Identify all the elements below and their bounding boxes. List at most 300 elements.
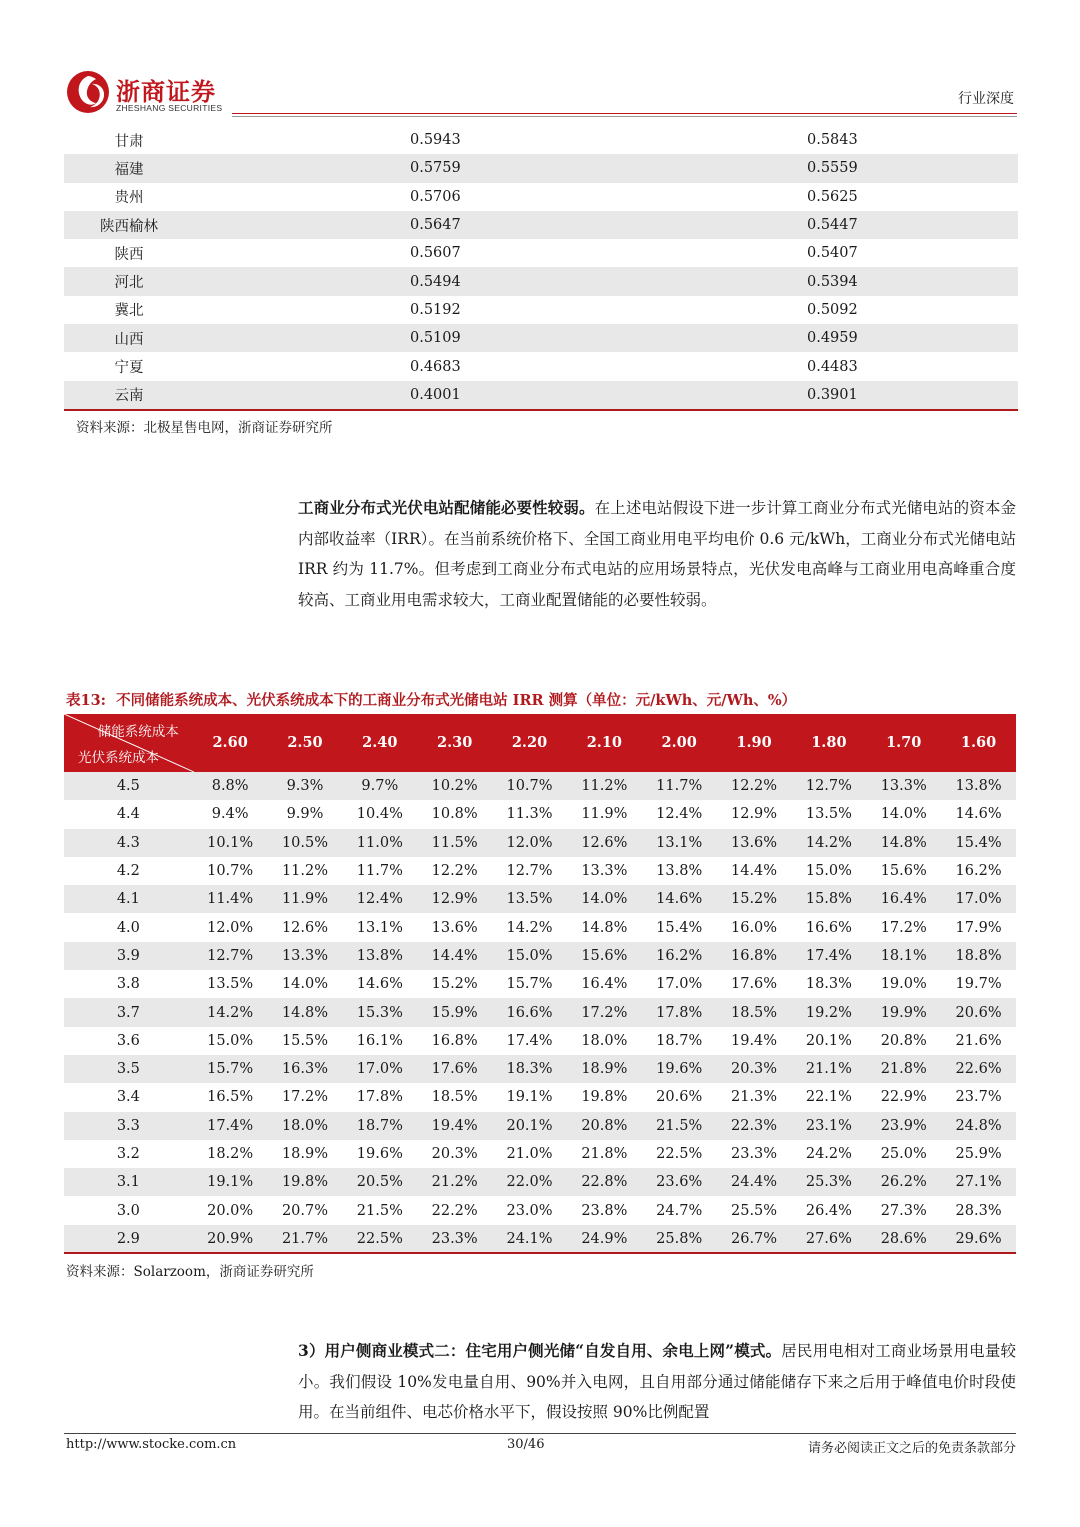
- corner-header-pv: 光伏系统成本: [78, 750, 159, 766]
- irr-cell: 11.9%: [581, 806, 628, 823]
- irr-cell: 21.5%: [656, 1117, 703, 1134]
- irr-cell: 18.9%: [581, 1061, 628, 1078]
- table-row: [64, 154, 1018, 182]
- irr-cell: 13.8%: [955, 778, 1002, 795]
- irr-cell: 12.7%: [207, 947, 254, 964]
- province-name: 甘肃: [114, 133, 144, 150]
- irr-cell: 25.0%: [880, 1146, 927, 1162]
- province-price-table: [64, 126, 1018, 409]
- table-row: [64, 1112, 1016, 1140]
- irr-cell: 20.0%: [207, 1202, 254, 1219]
- irr-cell: 11.5%: [431, 834, 478, 851]
- table-row: [64, 829, 1016, 857]
- table-row: [64, 126, 1018, 154]
- irr-cell: 14.4%: [431, 947, 478, 964]
- irr-cell: 22.9%: [880, 1089, 927, 1106]
- irr-cell: 15.6%: [581, 947, 628, 964]
- irr-cell: 27.3%: [880, 1202, 927, 1219]
- irr-cell: 21.0%: [506, 1146, 553, 1162]
- province-name: 贵州: [114, 190, 144, 207]
- irr-cell: 12.7%: [805, 778, 852, 795]
- irr-cell: 19.8%: [581, 1089, 628, 1106]
- row-header-pv-cost: 3.2: [116, 1146, 140, 1162]
- irr-cell: 28.3%: [955, 1202, 1002, 1219]
- table-body: [64, 772, 1016, 1253]
- province-name: 冀北: [114, 303, 144, 320]
- irr-cell: 12.7%: [506, 863, 553, 880]
- table-header-row: [64, 714, 1016, 772]
- footer-divider: [64, 1433, 1016, 1434]
- irr-cell: 19.8%: [281, 1174, 329, 1191]
- irr-cell: 13.8%: [656, 863, 703, 880]
- irr-cell: 24.1%: [506, 1230, 553, 1247]
- irr-cell: 16.4%: [581, 976, 628, 993]
- irr-cell: 10.5%: [281, 834, 329, 851]
- irr-cell: 23.6%: [656, 1174, 703, 1191]
- irr-cell: 12.9%: [731, 806, 778, 823]
- irr-cell: 18.7%: [356, 1117, 403, 1134]
- price-value-2: 0.5447: [807, 217, 858, 234]
- irr-cell: 17.0%: [955, 891, 1002, 908]
- irr-cell: 19.0%: [880, 976, 927, 993]
- table-source-note: 资料来源：Solarzoom，浙商证券研究所: [66, 1264, 314, 1280]
- irr-cell: 13.1%: [656, 834, 703, 851]
- irr-cell: 26.2%: [880, 1174, 927, 1191]
- irr-cell: 14.2%: [207, 1004, 254, 1021]
- irr-cell: 15.5%: [281, 1032, 329, 1049]
- irr-cell: 21.8%: [880, 1061, 927, 1078]
- irr-cell: 20.6%: [656, 1089, 703, 1106]
- column-header-storage-cost: 1.80: [811, 734, 847, 751]
- irr-cell: 14.8%: [880, 834, 927, 851]
- row-header-pv-cost: 4.4: [116, 806, 140, 823]
- irr-cell: 22.5%: [656, 1146, 703, 1162]
- irr-cell: 12.6%: [281, 919, 329, 936]
- paragraph-lead: 工商业分布式光伏电站配储能必要性较弱。: [298, 498, 595, 517]
- irr-cell: 13.3%: [581, 863, 628, 880]
- price-value-2: 0.5625: [807, 188, 858, 205]
- irr-cell: 22.0%: [506, 1174, 553, 1191]
- price-value-1: 0.5494: [410, 273, 461, 290]
- row-header-pv-cost: 4.2: [116, 863, 140, 880]
- irr-cell: 10.1%: [207, 834, 254, 851]
- column-header-storage-cost: 2.50: [287, 734, 323, 751]
- irr-cell: 11.3%: [506, 806, 553, 823]
- price-value-1: 0.5109: [410, 330, 461, 347]
- irr-cell: 12.2%: [731, 778, 778, 795]
- irr-cell: 14.6%: [955, 806, 1002, 823]
- irr-cell: 18.3%: [805, 976, 852, 993]
- row-header-pv-cost: 3.0: [116, 1202, 140, 1219]
- irr-cell: 20.7%: [281, 1202, 329, 1219]
- irr-cell: 12.0%: [506, 834, 553, 851]
- paragraph-body: 居民用电相对工商业场景用电量较小。我们假设 10%发电量自用、90%并入电网，且自用部分通过储能储存下来之后用于峰值电价时段使用。在当前组件、电芯价格水平下，假设按照 90%比例配置: [298, 1342, 1016, 1421]
- irr-cell: 14.0%: [581, 891, 628, 908]
- irr-cell: 16.0%: [731, 919, 778, 936]
- irr-cell: 19.6%: [356, 1146, 403, 1162]
- company-logo: [66, 70, 236, 116]
- table-row: [64, 800, 1016, 828]
- column-header-storage-cost: 2.20: [511, 734, 548, 751]
- table-caption-text: 不同储能系统成本、光伏系统成本下的工商业分布式光储电站 IRR 测算（单位：元/kWh、元/Wh、%）: [116, 692, 797, 709]
- irr-cell: 16.8%: [431, 1032, 478, 1049]
- irr-cell: 18.7%: [656, 1032, 703, 1049]
- irr-cell: 27.1%: [955, 1174, 1002, 1191]
- irr-cell: 23.9%: [880, 1117, 927, 1134]
- logo-chinese-name: 浙商证券: [116, 78, 216, 106]
- price-value-1: 0.5192: [410, 301, 461, 318]
- irr-cell: 21.5%: [356, 1202, 403, 1219]
- province-name: 河北: [114, 275, 144, 292]
- document-type-label: 行业深度: [958, 91, 1014, 107]
- price-value-1: 0.4683: [410, 358, 461, 375]
- irr-cell: 17.4%: [805, 947, 852, 964]
- irr-cell: 20.3%: [431, 1146, 478, 1162]
- table-row: [64, 183, 1018, 211]
- row-header-pv-cost: 3.4: [116, 1089, 140, 1106]
- irr-cell: 19.4%: [431, 1117, 478, 1134]
- irr-cell: 11.0%: [356, 834, 403, 851]
- body-paragraph: [298, 1336, 1016, 1428]
- irr-cell: 11.2%: [581, 778, 628, 795]
- irr-cell: 16.5%: [207, 1089, 254, 1106]
- irr-cell: 12.4%: [356, 891, 403, 908]
- irr-cell: 17.8%: [656, 1004, 703, 1021]
- irr-cell: 15.2%: [431, 976, 478, 993]
- irr-table: [64, 714, 1016, 1253]
- irr-cell: 11.7%: [356, 863, 403, 880]
- irr-cell: 22.3%: [731, 1117, 778, 1134]
- irr-cell: 11.7%: [656, 778, 703, 795]
- header-divider-secondary: [232, 116, 1017, 117]
- irr-cell: 17.2%: [281, 1089, 329, 1106]
- irr-cell: 15.4%: [656, 919, 703, 936]
- irr-cell: 17.6%: [431, 1061, 478, 1078]
- irr-cell: 19.1%: [506, 1089, 553, 1106]
- irr-cell: 21.1%: [805, 1061, 852, 1078]
- irr-cell: 13.5%: [207, 976, 254, 993]
- disclaimer-note: 请务必阅读正文之后的免责条款部分: [807, 1441, 1016, 1456]
- irr-cell: 15.0%: [805, 863, 852, 880]
- irr-cell: 26.7%: [731, 1230, 778, 1247]
- irr-cell: 16.3%: [281, 1061, 329, 1078]
- irr-cell: 14.6%: [656, 891, 703, 908]
- irr-cell: 21.7%: [281, 1230, 329, 1247]
- irr-cell: 8.8%: [211, 778, 249, 795]
- irr-cell: 15.6%: [880, 863, 927, 880]
- irr-cell: 10.7%: [506, 778, 553, 795]
- irr-cell: 20.1%: [805, 1032, 852, 1049]
- table-source-note: 资料来源：北极星售电网，浙商证券研究所: [76, 420, 333, 436]
- irr-cell: 21.6%: [955, 1032, 1002, 1049]
- header-divider: [232, 113, 1017, 114]
- irr-cell: 22.1%: [805, 1089, 852, 1106]
- irr-cell: 18.5%: [731, 1004, 778, 1021]
- column-header-storage-cost: 1.90: [736, 734, 772, 751]
- irr-cell: 22.8%: [581, 1174, 628, 1191]
- table-caption: [66, 689, 796, 710]
- irr-cell: 15.9%: [431, 1004, 478, 1021]
- irr-cell: 29.6%: [955, 1230, 1002, 1247]
- irr-cell: 13.6%: [431, 919, 478, 936]
- price-value-1: 0.5647: [410, 217, 461, 234]
- irr-cell: 22.5%: [356, 1230, 403, 1247]
- irr-cell: 15.7%: [506, 976, 553, 993]
- irr-cell: 25.3%: [805, 1174, 852, 1191]
- table-row: [64, 913, 1016, 941]
- corner-header-storage: 储能系统成本: [97, 724, 179, 740]
- table-row: [64, 1027, 1016, 1055]
- irr-cell: 17.0%: [356, 1061, 403, 1078]
- irr-cell: 19.4%: [731, 1032, 778, 1049]
- irr-cell: 13.5%: [805, 806, 852, 823]
- irr-cell: 21.3%: [731, 1089, 778, 1106]
- paragraph-body: 在上述电站假设下进一步计算工商业分布式光储电站的资本金内部收益率（IRR）。在当前系统价格下、全国工商业用电平均电价 0.6 元/kWh，工商业分布式光储电站 IRR 约为 11.7%。但考虑到工商业分布式电站的应用场景特点，光伏发电高峰与工商业用电高峰重合度较高、工商业用电需求较大，工商业配置储能的必要性较弱。: [298, 499, 1016, 609]
- row-header-pv-cost: 4.0: [116, 919, 140, 936]
- irr-cell: 15.0%: [506, 947, 553, 964]
- logo-mark-icon: [66, 70, 110, 114]
- irr-cell: 14.0%: [880, 806, 927, 823]
- table-row: [64, 857, 1016, 885]
- province-name: 陕西: [114, 246, 144, 263]
- irr-cell: 17.2%: [880, 919, 927, 936]
- paragraph-lead: 3）用户侧商业模式二：住宅用户侧光储“自发自用、余电上网”模式。: [298, 1341, 782, 1360]
- column-header-storage-cost: 1.70: [886, 734, 922, 751]
- table-row: [64, 1083, 1016, 1111]
- irr-cell: 22.6%: [955, 1061, 1002, 1078]
- row-header-pv-cost: 4.3: [116, 834, 140, 851]
- irr-cell: 17.4%: [506, 1032, 553, 1049]
- province-name: 福建: [114, 161, 144, 178]
- irr-cell: 12.0%: [207, 919, 254, 936]
- irr-cell: 18.3%: [506, 1061, 553, 1078]
- irr-cell: 24.8%: [955, 1117, 1002, 1134]
- irr-cell: 15.0%: [207, 1032, 254, 1049]
- price-value-1: 0.5759: [410, 160, 461, 177]
- irr-cell: 11.4%: [207, 891, 254, 908]
- price-value-1: 0.5607: [410, 245, 461, 262]
- irr-cell: 10.2%: [431, 778, 478, 795]
- row-header-pv-cost: 4.1: [116, 891, 140, 908]
- irr-cell: 23.3%: [731, 1146, 778, 1162]
- table-row: [64, 1225, 1016, 1253]
- irr-cell: 10.7%: [207, 863, 254, 880]
- irr-cell: 28.6%: [880, 1230, 927, 1247]
- row-header-pv-cost: 3.9: [116, 947, 140, 964]
- irr-cell: 23.8%: [581, 1202, 628, 1219]
- irr-cell: 16.6%: [506, 1004, 553, 1021]
- irr-cell: 17.6%: [731, 976, 778, 993]
- province-name: 陕西榆林: [100, 218, 158, 235]
- irr-cell: 14.6%: [356, 976, 403, 993]
- table-row: [64, 211, 1018, 239]
- irr-cell: 20.9%: [207, 1230, 254, 1247]
- irr-cell: 12.4%: [656, 806, 703, 823]
- irr-cell: 14.2%: [506, 919, 553, 936]
- irr-cell: 13.1%: [356, 919, 403, 936]
- logo-english-name: ZHESHANG SECURITIES: [116, 103, 223, 113]
- irr-cell: 18.9%: [281, 1146, 329, 1162]
- irr-cell: 24.4%: [731, 1174, 778, 1191]
- table-row: [64, 267, 1018, 295]
- row-header-pv-cost: 3.5: [116, 1061, 140, 1078]
- row-header-pv-cost: 4.5: [116, 778, 140, 795]
- irr-cell: 23.3%: [431, 1230, 478, 1247]
- irr-cell: 21.8%: [581, 1146, 628, 1162]
- column-header-storage-cost: 2.40: [362, 734, 398, 751]
- province-name: 云南: [114, 388, 144, 405]
- irr-cell: 9.3%: [286, 778, 324, 795]
- irr-cell: 23.0%: [506, 1202, 553, 1219]
- table-row: [64, 998, 1016, 1026]
- irr-cell: 24.7%: [656, 1202, 703, 1219]
- irr-cell: 15.7%: [207, 1061, 254, 1078]
- irr-cell: 16.4%: [880, 891, 927, 908]
- price-value-2: 0.4483: [807, 358, 858, 375]
- province-name: 山西: [114, 331, 144, 348]
- irr-cell: 12.2%: [431, 863, 478, 880]
- irr-cell: 20.3%: [731, 1061, 778, 1078]
- column-header-storage-cost: 1.60: [960, 734, 997, 751]
- irr-cell: 16.8%: [731, 947, 778, 964]
- irr-cell: 12.6%: [581, 834, 628, 851]
- row-header-pv-cost: 3.1: [116, 1174, 140, 1191]
- footer-url[interactable]: http://www.stocke.com.cn: [66, 1437, 237, 1452]
- row-header-pv-cost: 2.9: [116, 1230, 140, 1247]
- body-paragraph: [298, 493, 1016, 615]
- irr-cell: 9.9%: [286, 806, 324, 823]
- table-row: [64, 296, 1018, 324]
- irr-cell: 16.2%: [955, 863, 1002, 880]
- table-row: [64, 1055, 1016, 1083]
- price-value-2: 0.5407: [807, 245, 858, 262]
- irr-cell: 27.6%: [805, 1230, 852, 1247]
- irr-cell: 18.0%: [581, 1032, 628, 1049]
- irr-cell: 20.1%: [506, 1117, 553, 1134]
- irr-cell: 20.8%: [880, 1032, 927, 1049]
- page-number: 30/46: [507, 1437, 545, 1452]
- irr-cell: 14.2%: [805, 834, 852, 851]
- irr-cell: 10.8%: [431, 806, 478, 823]
- irr-cell: 17.2%: [581, 1004, 628, 1021]
- irr-cell: 15.8%: [805, 891, 852, 908]
- irr-cell: 13.6%: [731, 834, 778, 851]
- irr-cell: 15.2%: [731, 891, 778, 908]
- table-row: [64, 239, 1018, 267]
- table-row: [64, 352, 1018, 380]
- irr-cell: 14.0%: [281, 976, 329, 993]
- irr-cell: 25.9%: [955, 1146, 1002, 1162]
- table-bottom-rule: [64, 1252, 1016, 1254]
- province-name: 宁夏: [114, 360, 144, 377]
- table-row: [64, 970, 1016, 998]
- table-row: [64, 1140, 1016, 1168]
- irr-cell: 16.1%: [356, 1032, 403, 1049]
- irr-cell: 14.4%: [731, 863, 778, 880]
- table-corner-header: [64, 714, 193, 772]
- price-value-2: 0.3901: [807, 386, 858, 403]
- irr-cell: 22.2%: [431, 1202, 478, 1219]
- table-row: [64, 1168, 1016, 1196]
- price-value-1: 0.4001: [410, 386, 461, 403]
- irr-cell: 14.8%: [581, 919, 628, 936]
- irr-cell: 25.5%: [731, 1202, 778, 1219]
- table-row: [64, 942, 1016, 970]
- price-value-2: 0.5559: [807, 160, 858, 177]
- irr-cell: 26.4%: [805, 1202, 852, 1219]
- irr-cell: 24.9%: [581, 1230, 628, 1247]
- irr-cell: 17.9%: [955, 919, 1002, 936]
- irr-cell: 17.0%: [656, 976, 703, 993]
- table-row: [64, 324, 1018, 352]
- table-row: [64, 772, 1016, 800]
- irr-cell: 13.8%: [356, 947, 403, 964]
- row-header-pv-cost: 3.8: [116, 976, 140, 993]
- column-header-storage-cost: 2.00: [661, 734, 697, 751]
- irr-cell: 10.4%: [356, 806, 403, 823]
- irr-cell: 21.2%: [431, 1174, 478, 1191]
- row-header-pv-cost: 3.3: [116, 1117, 140, 1134]
- table-row: [64, 885, 1016, 913]
- table-row: [64, 1196, 1016, 1224]
- row-header-pv-cost: 3.6: [116, 1032, 140, 1049]
- price-value-1: 0.5943: [410, 132, 461, 149]
- irr-cell: 15.3%: [356, 1004, 403, 1021]
- column-header-storage-cost: 2.60: [212, 734, 248, 751]
- irr-cell: 17.4%: [207, 1117, 254, 1134]
- price-value-1: 0.5706: [410, 188, 461, 205]
- irr-cell: 19.6%: [656, 1061, 703, 1078]
- irr-cell: 18.1%: [880, 947, 927, 964]
- irr-cell: 20.8%: [581, 1117, 628, 1134]
- irr-cell: 16.6%: [805, 919, 852, 936]
- irr-cell: 13.5%: [506, 891, 553, 908]
- irr-cell: 19.2%: [805, 1004, 852, 1021]
- irr-cell: 15.4%: [955, 834, 1002, 851]
- price-value-2: 0.5092: [807, 301, 858, 318]
- column-header-storage-cost: 2.30: [437, 734, 473, 751]
- irr-cell: 18.0%: [281, 1117, 329, 1134]
- price-value-2: 0.4959: [807, 330, 858, 347]
- irr-cell: 9.7%: [361, 778, 399, 795]
- irr-cell: 19.1%: [207, 1174, 254, 1191]
- table-bottom-rule: [64, 409, 1018, 411]
- irr-cell: 17.8%: [356, 1089, 403, 1106]
- irr-cell: 18.8%: [955, 947, 1002, 964]
- price-value-2: 0.5843: [807, 132, 858, 149]
- irr-cell: 18.5%: [431, 1089, 478, 1106]
- row-header-pv-cost: 3.7: [116, 1004, 140, 1021]
- irr-cell: 13.3%: [281, 947, 329, 964]
- irr-cell: 20.5%: [356, 1174, 403, 1191]
- irr-cell: 19.7%: [955, 976, 1002, 993]
- irr-cell: 18.2%: [207, 1146, 254, 1162]
- price-value-2: 0.5394: [807, 273, 858, 290]
- table-caption-label: 表13:: [66, 692, 107, 709]
- irr-cell: 11.2%: [281, 863, 329, 880]
- irr-cell: 24.2%: [805, 1146, 852, 1162]
- column-header-storage-cost: 2.10: [586, 734, 623, 751]
- irr-cell: 11.9%: [281, 891, 329, 908]
- irr-cell: 20.6%: [955, 1004, 1002, 1021]
- irr-cell: 25.8%: [656, 1230, 703, 1247]
- irr-cell: 19.9%: [880, 1004, 927, 1021]
- table-row: [64, 381, 1018, 409]
- irr-cell: 16.2%: [656, 947, 703, 964]
- irr-cell: 9.4%: [211, 806, 249, 823]
- irr-cell: 23.7%: [955, 1089, 1002, 1106]
- irr-cell: 13.3%: [880, 778, 927, 795]
